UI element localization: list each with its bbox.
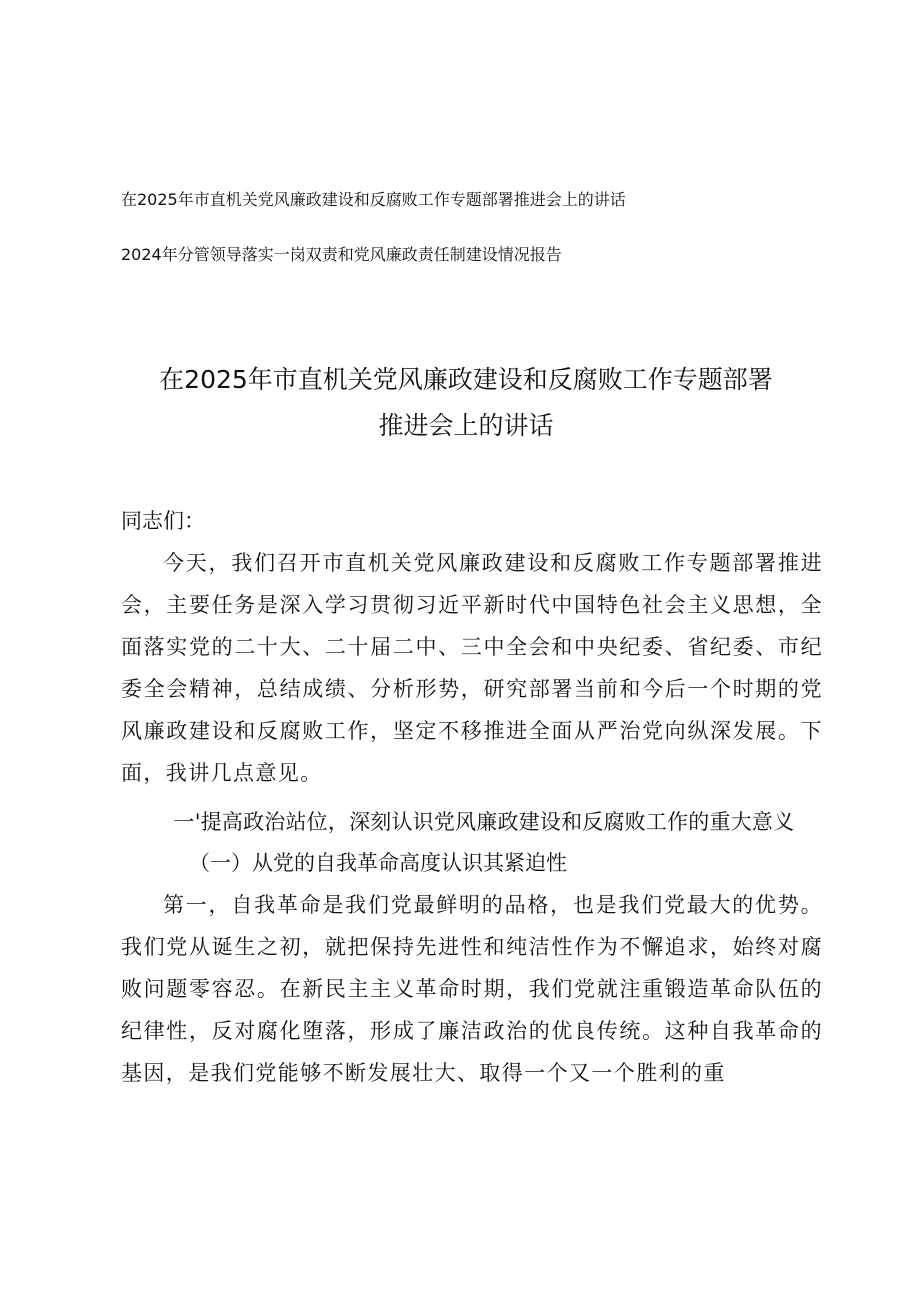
document-body [121, 500, 823, 1094]
subsection-1-paragraph: 第一，自我革命是我们党最鲜明的品格，也是我们党最大的优势。我们党从诞生之初，就把保持先进性和纯洁性作为不懈追求，始终对腐败问题零容忍。在新民主主义革命时期，我们党就注重锻造革命队伍的纪律性，反对腐化堕落，形成了廉洁政治的优良传统。这种自我革命的基因，是我们党能够不断发展壮大、取得一个又一个胜利的重 [121, 893, 823, 1085]
table-of-contents [121, 190, 841, 265]
document-title-line-2: 推进会上的讲话 [378, 411, 554, 440]
intro-paragraph: 今天，我们召开市直机关党风廉政建设和反腐败工作专题部署推进会，主要任务是深入学习贯彻习近平新时代中国特色社会主义思想，全面落实党的二十大、二十届二中、三中全会和中央纪委、省纪委、市纪委全会精神，总结成绩、分析形势，研究部署当前和今后一个时期的党风廉政建设和反腐败工作，坚定不移推进全面从严治党向纵深发展。下面，我讲几点意见。 [121, 551, 823, 785]
subsection-1-heading: （一）从党的自我革命高度认识其紧迫性 [189, 851, 567, 875]
toc-item-report: 2024年分管领导落实一岗双责和党风廉政责任制建设情况报告 [121, 245, 562, 264]
document-title-line-1: 在2025年市直机关党风廉政建设和反腐败工作专题部署 [159, 365, 773, 394]
section-1-heading: 一'提高政治站位，深刻认识党风廉政建设和反腐败工作的重大意义 [173, 810, 795, 834]
document-title [110, 357, 822, 449]
toc-item-speech: 在2025年市直机关党风廉政建设和反腐败工作专题部署推进会上的讲话 [121, 190, 626, 209]
salutation: 同志们： [121, 509, 205, 533]
